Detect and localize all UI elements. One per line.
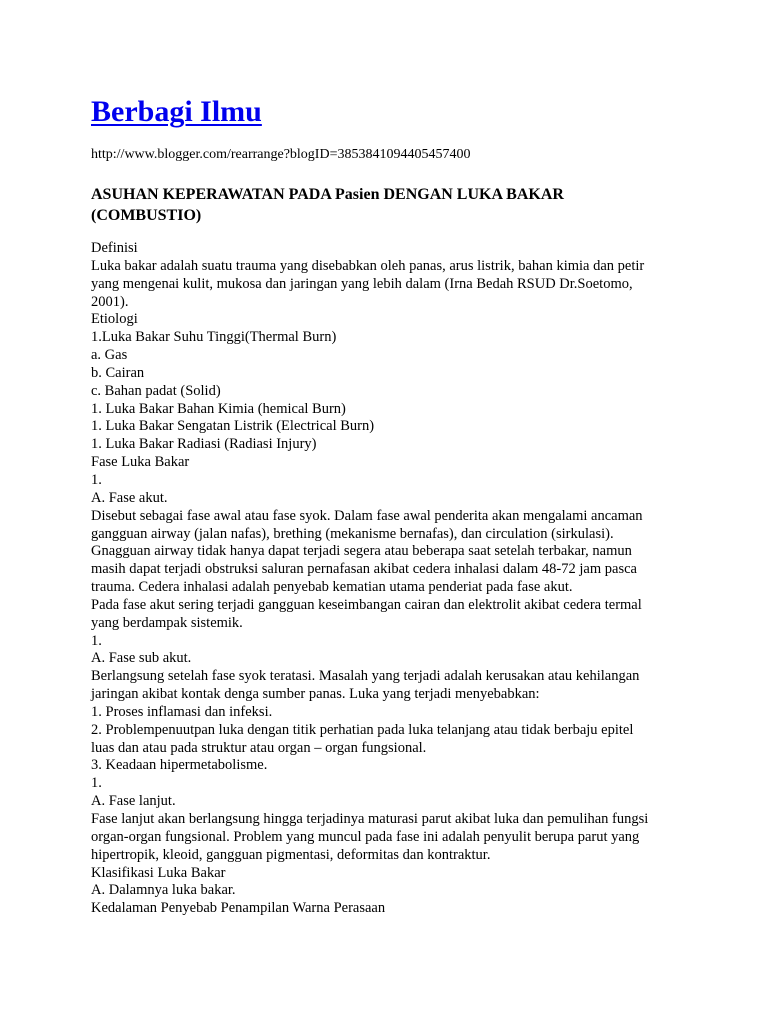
body-text-line: Luka bakar adalah suatu trauma yang disebabkan oleh panas, arus listrik, bahan kimia dan petir bbox=[91, 257, 645, 274]
body-text-line: 1. Luka Bakar Sengatan Listrik (Electrical Burn) bbox=[91, 418, 375, 435]
body-text-line: A. Dalamnya luka bakar. bbox=[91, 882, 236, 899]
body-text-line: yang berdampak sistemik. bbox=[91, 614, 243, 631]
article-title-line: ASUHAN KEPERAWATAN PADA Pasien DENGAN LUKA BAKAR bbox=[91, 186, 564, 203]
body-text-line: 1. Luka Bakar Bahan Kimia (hemical Burn) bbox=[91, 400, 346, 417]
body-text-line: Pada fase akut sering terjadi gangguan keseimbangan cairan dan elektrolit akibat cedera termal bbox=[91, 596, 642, 613]
body-text-line: 1. Proses inflamasi dan infeksi. bbox=[91, 703, 273, 720]
body-text-line: masih dapat terjadi obstruksi saluran pernafasan akibat cedera inhalasi dalam 48-72 jam pasca bbox=[91, 561, 637, 578]
body-text-line: hipertropik, kleoid, gangguan pigmentasi, deformitas dan kontraktur. bbox=[91, 846, 491, 863]
body-text-line: 2001). bbox=[91, 293, 129, 310]
site-title-link[interactable]: Berbagi Ilmu bbox=[91, 95, 262, 128]
body-text-line: yang mengenai kulit, mukosa dan jaringan yang lebih dalam (Irna Bedah RSUD Dr.Soetomo, bbox=[91, 275, 633, 292]
body-text-line: Gnagguan airway tidak hanya dapat terjadi segera atau beberapa saat setelah terbakar, namun bbox=[91, 543, 632, 560]
body-text-line: Disebut sebagai fase awal atau fase syok. Dalam fase awal penderita akan mengalami ancaman bbox=[91, 507, 643, 524]
body-text-line: jaringan akibat kontak denga sumber panas. Luka yang terjadi menyebabkan: bbox=[91, 686, 540, 703]
body-text-line: 1. bbox=[91, 632, 102, 649]
body-text-line: 1. bbox=[91, 471, 102, 488]
body-text-line: trauma. Cedera inhalasi adalah penyebab kematian utama penderiat pada fase akut. bbox=[91, 579, 573, 596]
body-text-line: gangguan airway (jalan nafas), brething (mekanisme bernafas), dan circulation (sirkulasi). bbox=[91, 525, 614, 542]
body-text-line: b. Cairan bbox=[91, 364, 145, 381]
article-title-line: (COMBUSTIO) bbox=[91, 207, 202, 224]
body-text-line: Kedalaman Penyebab Penampilan Warna Perasaan bbox=[91, 900, 386, 917]
body-text-line: A. Fase akut. bbox=[91, 489, 168, 506]
body-text-line: A. Fase sub akut. bbox=[91, 650, 192, 667]
article-body bbox=[91, 240, 691, 918]
body-text-line: c. Bahan padat (Solid) bbox=[91, 382, 221, 399]
body-text-line: Etiologi bbox=[91, 311, 138, 328]
body-text-line: 2. Problempenuutpan luka dengan titik perhatian pada luka telanjang atau tidak berbaju epitel bbox=[91, 721, 634, 738]
body-text-line: Fase lanjut akan berlangsung hingga terjadinya maturasi parut akibat luka dan pemulihan fungsi bbox=[91, 811, 649, 827]
body-text-line: luas dan atau pada struktur atau organ – organ fungsional. bbox=[91, 739, 427, 756]
body-text-line: Definisi bbox=[91, 240, 138, 256]
body-text-line: 1. Luka Bakar Radiasi (Radiasi Injury) bbox=[91, 436, 317, 453]
body-text-line: A. Fase lanjut. bbox=[91, 793, 176, 810]
article-title bbox=[91, 184, 651, 226]
body-text-line: 1.Luka Bakar Suhu Tinggi(Thermal Burn) bbox=[91, 329, 337, 346]
body-text-line: a. Gas bbox=[91, 347, 128, 364]
body-text-line: Berlangsung setelah fase syok teratasi. Masalah yang terjadi adalah kerusakan atau kehilangan bbox=[91, 668, 640, 685]
body-text-line: 1. bbox=[91, 775, 102, 792]
body-text-line: Fase Luka Bakar bbox=[91, 454, 190, 471]
body-text-line: organ-organ fungsional. Problem yang muncul pada fase ini adalah penyulit berupa parut yang bbox=[91, 828, 640, 845]
body-text-line: 3. Keadaan hipermetabolisme. bbox=[91, 757, 268, 774]
body-text-line: Klasifikasi Luka Bakar bbox=[91, 864, 226, 881]
blog-url: http://www.blogger.com/rearrange?blogID=3853841094405457400 bbox=[91, 147, 471, 162]
